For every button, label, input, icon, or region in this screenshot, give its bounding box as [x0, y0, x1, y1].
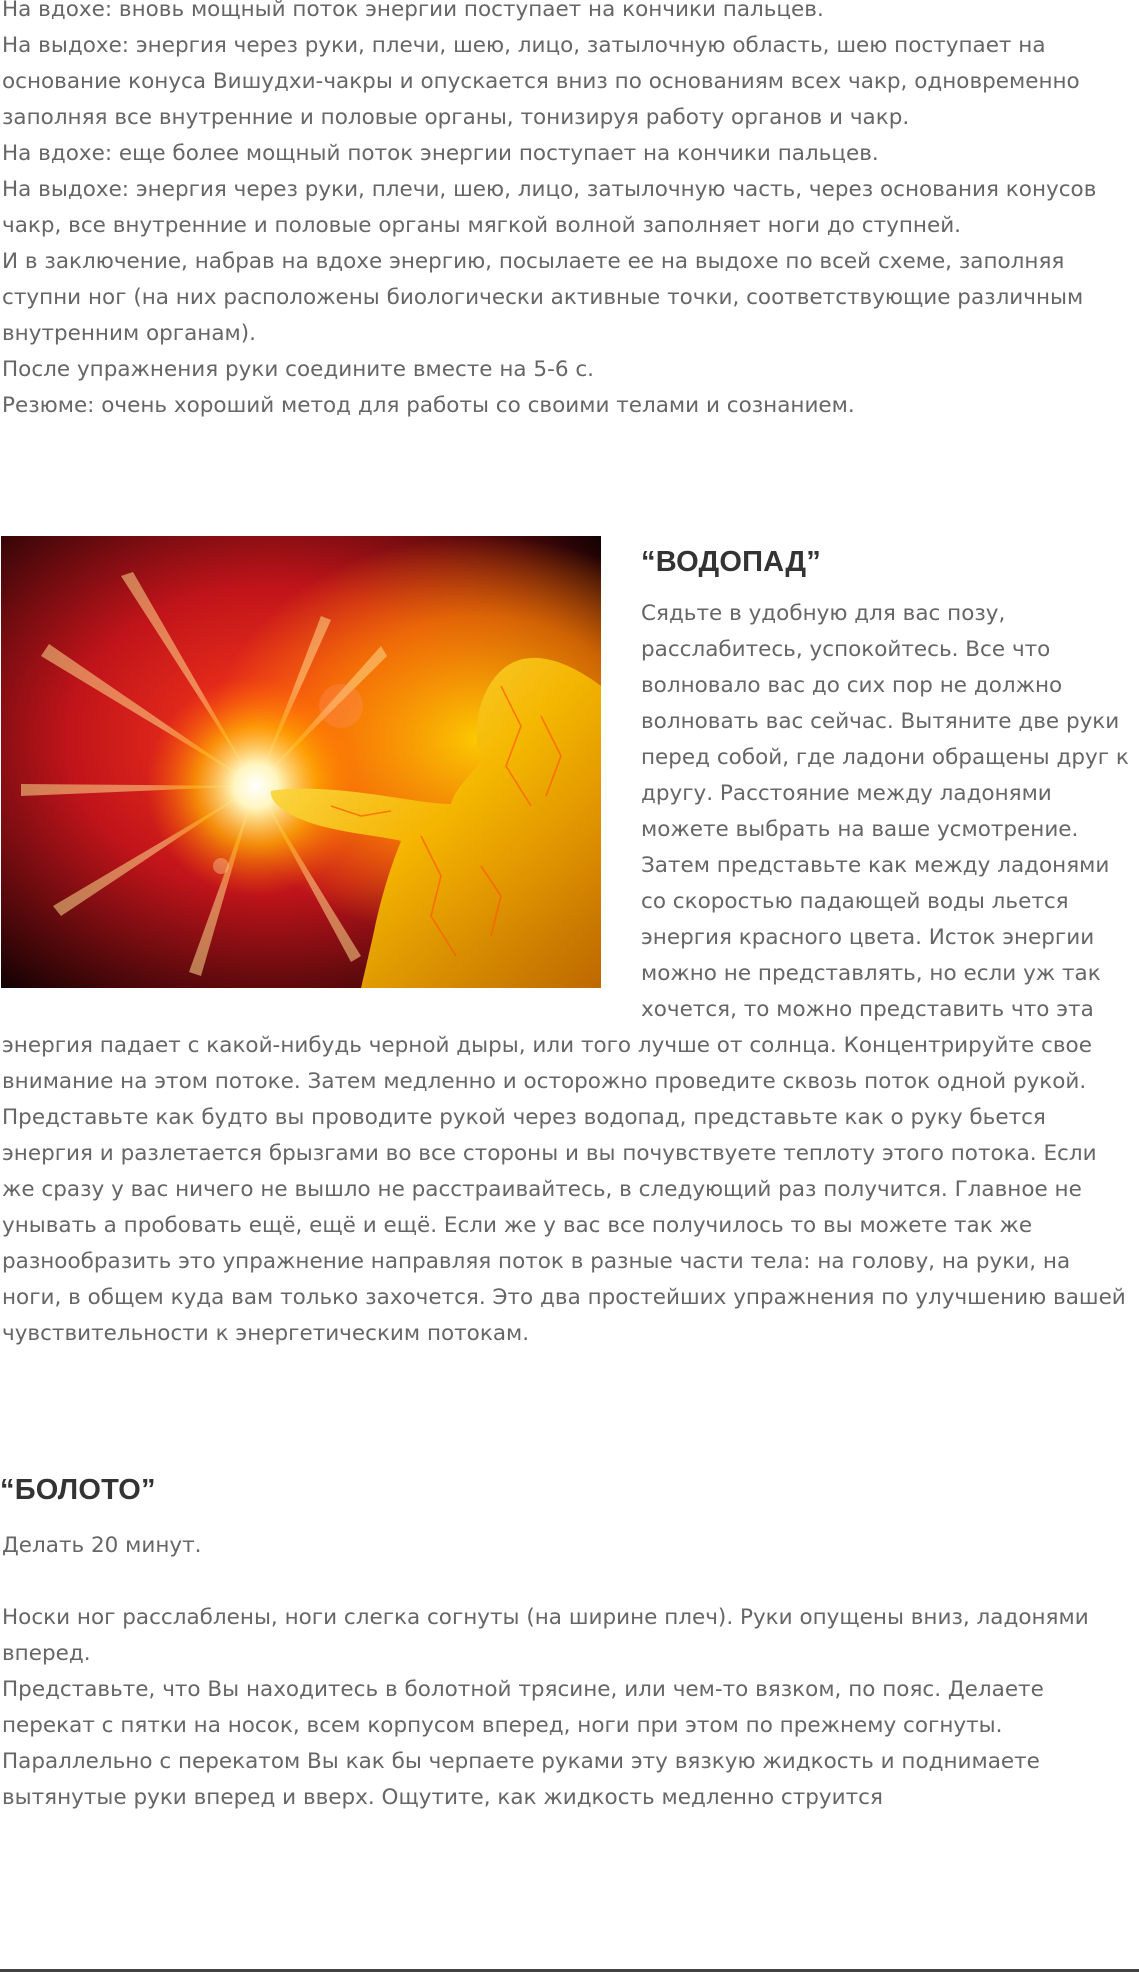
vodopad-title: “ВОДОПАД” [641, 546, 821, 578]
energy-figure-image [1, 536, 601, 988]
intro-section [0, 0, 1139, 424]
vodopad-section [0, 536, 1139, 1352]
boloto-section [0, 1352, 1139, 1816]
intro-paragraph-5: И в заключение, набрав на вдохе энергию, посылаете ее на выдохе по всей схеме, заполняя ступни ног (на них расположены биологически активные точки, соответствующие различным внутренним органам). [2, 249, 1084, 346]
paragraph-spacer [0, 1564, 1139, 1600]
intro-paragraph-2: На выдохе: энергия через руки, плечи, шею, лицо, затылочную область, шею поступает на основание конуса Вишудхи-чакры и опускается вниз по основаниям всех чакр, одновременно заполняя все внутренние и половые органы, тонизируя работу органов и чакр. [2, 33, 1080, 130]
intro-paragraph-1: На вдохе: вновь мощный поток энергии поступает на кончики пальцев. [2, 0, 824, 22]
boloto-duration: Делать 20 минут. [2, 1533, 202, 1558]
boloto-title: “БОЛОТО” [0, 1474, 156, 1506]
intro-paragraph-6: После упражнения руки соедините вместе на 5-6 с. [2, 357, 595, 382]
intro-paragraph-3: На вдохе: еще более мощный поток энергии поступает на кончики пальцев. [2, 141, 879, 166]
boloto-paragraph-1: Носки ног расслаблены, ноги слегка согнуты (на ширине плеч). Руки опущены вниз, ладонями вперед. [2, 1605, 1089, 1666]
vodopad-text: Сядьте в удобную для вас позу, расслабитесь, успокойтесь. Все что волновало вас до сих пор не должно волновать вас сейчас. Вытяните две руки перед собой, где ладони обращены друг к другу. Расстояние между ладонями можете выбрать на ваше усмотрение. Затем представьте как между ладонями со скоростью падающей воды льется энергия красного цвета. Исток энергии можно не представлять, но если уж так хочется, то можно представить что эта энергия падает с какой-нибудь черной дыры, или того лучше от солнца. Концентрируйте свое внимание на этом потоке. Затем медленно и осторожно проведите сквозь поток одной рукой. Представьте как будто вы проводите рукой через водопад, представьте как о руку бьется энергия и разлетается брызгами во все стороны и вы почувствуете теплоту этого потока. Если же сразу у вас ничего не вышло не расстраивайтесь, в следующий раз получится. Главное не унывать а пробовать ещё, ещё и ещё. Если же у вас все получилось то вы можете так же разнообразить это упражнение направляя поток в разные части тела: на голову, на руки, на ноги, в общем куда вам только захочется. Это два простейших упражнения по улучшению вашей чувствительности к энергетическим потокам. [2, 601, 1129, 1346]
intro-paragraph-7: Резюме: очень хороший метод для работы со своими телами и сознанием. [2, 393, 855, 418]
boloto-paragraph-2: Представьте, что Вы находитесь в болотной трясине, или чем-то вязком, по пояс. Делаете перекат с пятки на носок, всем корпусом вперед, ноги при этом по прежнему согнуты. Параллельно с перекатом Вы как бы черпаете руками эту вязкую жидкость и поднимаете вытянутые руки вперед и вверх. Ощутите, как жидкость медленно струится [2, 1677, 1044, 1810]
intro-paragraph-4: На выдохе: энергия через руки, плечи, шею, лицо, затылочную часть, через основания конусов чакр, все внутренние и половые органы мягкой волной заполняет ноги до ступней. [2, 177, 1097, 238]
energy-figure-illustration [1, 536, 601, 988]
